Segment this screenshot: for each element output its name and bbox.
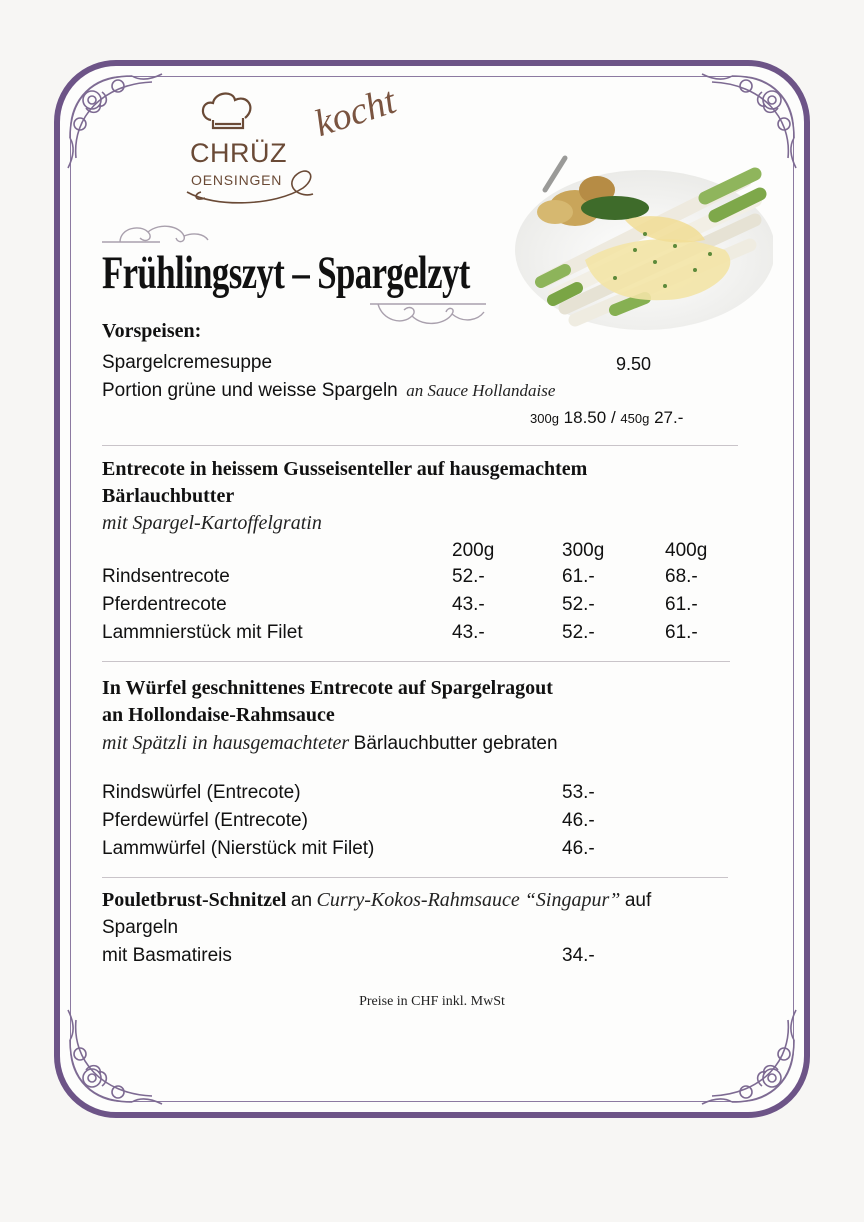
page-title: Frühlingszyt – Spargelzyt [102, 247, 470, 299]
entrecote-row-name: Rindsentrecote [102, 566, 230, 587]
starters-heading: Vorspeisen: [102, 320, 202, 342]
entrecote-row-price: 52.- [562, 594, 595, 615]
weight-column-header: 200g [452, 540, 495, 561]
logo-place: OENSINGEN [191, 172, 283, 188]
entrecote-row-price: 61.- [665, 622, 698, 643]
chicken-line2: Spargeln [102, 917, 179, 938]
starter-item-name: Portion grüne und weisse Spargeln [102, 380, 398, 401]
weight-column-header: 400g [665, 540, 708, 561]
section-divider [102, 877, 728, 878]
portion-weight-2: 450g [620, 411, 650, 426]
cubes-row-name: Pferdewürfel (Entrecote) [102, 810, 308, 831]
chicken-side: mit Basmatireis [102, 945, 232, 966]
entrecote-row-price: 61.- [665, 594, 698, 615]
title-flourish-bottom [368, 300, 488, 330]
cubes-row-price: 53.- [562, 782, 595, 803]
starter-item-2 [102, 380, 555, 402]
corner-ornament-top-left [62, 68, 172, 178]
chicken-sauce: Curry-Kokos-Rahmsauce “Singapur” [316, 889, 621, 911]
logo-swash [185, 148, 325, 208]
entrecote-row-name: Lammnierstück mit Filet [102, 622, 303, 643]
portion-weight-1: 300g [530, 411, 559, 426]
entrecote-heading-line2: Bärlauchbutter [102, 485, 235, 507]
entrecote-row-price: 61.- [562, 566, 595, 587]
logo-name: CHRÜZ [190, 138, 287, 168]
corner-ornament-bottom-right [692, 1000, 802, 1110]
section-divider [102, 445, 738, 446]
chicken-connector: an [290, 890, 313, 911]
cubes-heading-line2: an Hollondaise-Rahmsauce [102, 704, 335, 726]
asparagus-dish-photo [505, 150, 773, 332]
cubes-subtitle [102, 732, 558, 755]
cubes-row-name: Lammwürfel (Nierstück mit Filet) [102, 838, 375, 859]
cubes-subtitle-plain: Bärlauchbutter gebraten [353, 733, 558, 754]
price-note: Preise in CHF inkl. MwSt [359, 994, 505, 1009]
cubes-subtitle-italic: mit Spätzli in hausgemachteter [102, 732, 350, 754]
chicken-tail: auf [624, 890, 652, 911]
chef-hat-icon [197, 90, 257, 134]
chicken-name: Pouletbrust-Schnitzel [102, 889, 287, 911]
chicken-line1 [102, 889, 651, 912]
section-divider [102, 661, 730, 662]
portion-prices [530, 408, 683, 428]
title-flourish-top [100, 220, 210, 246]
starter-item-note: an Sauce Hollandaise [406, 381, 556, 400]
entrecote-row-price: 43.- [452, 622, 485, 643]
portion-price-2: 27.- [654, 408, 684, 427]
cubes-heading-line1: In Würfel geschnittenes Entrecote auf Spargelragout [102, 677, 553, 699]
entrecote-row-price: 68.- [665, 566, 698, 587]
entrecote-row-price: 52.- [452, 566, 485, 587]
portion-price-1: 18.50 [563, 408, 607, 427]
restaurant-logo [185, 79, 425, 218]
entrecote-row-price: 52.- [562, 622, 595, 643]
entrecote-row-price: 43.- [452, 594, 485, 615]
corner-ornament-bottom-left [62, 1000, 172, 1110]
cubes-row-price: 46.- [562, 838, 595, 859]
entrecote-subtitle: mit Spargel-Kartoffelgratin [102, 512, 322, 534]
entrecote-heading-line1: Entrecote in heissem Gusseisenteller auf hausgemachtem [102, 458, 588, 480]
starter-item-name: Spargelcremesuppe [102, 352, 273, 373]
starter-item-price: 9.50 [616, 354, 652, 374]
weight-column-header: 300g [562, 540, 605, 561]
chicken-price: 34.- [562, 945, 595, 966]
portion-separator: / [610, 408, 616, 427]
cubes-row-price: 46.- [562, 810, 595, 831]
logo-script: kocht [309, 79, 401, 146]
cubes-row-name: Rindswürfel (Entrecote) [102, 782, 301, 803]
entrecote-row-name: Pferdentrecote [102, 594, 227, 615]
